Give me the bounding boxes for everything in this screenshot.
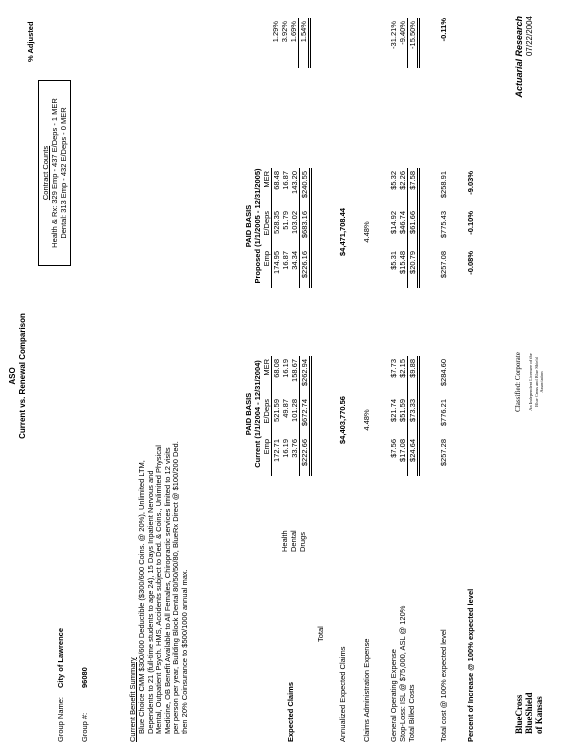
- table-row: [290, 168, 300, 288]
- table-cell: -0.08%: [466, 251, 475, 275]
- adjusted-total-cost: -0.11%: [439, 18, 448, 42]
- column-header: MER: [262, 359, 271, 376]
- table-cell: 16.87: [281, 251, 290, 270]
- table-cell: $683.16: [300, 208, 311, 248]
- bcbs-logo: [514, 692, 544, 734]
- table-row: [280, 18, 289, 68]
- benefit-line: Mental, Outpatient Psych. HMS, Accidents subject to Ded. & Coins., Unlimited Physical: [154, 445, 164, 734]
- table-cell: $2.26: [398, 168, 408, 208]
- dental-label: Dental: [289, 530, 298, 552]
- benefit-line: per person per year, Building Block Dental 80/50/50/80, BlueRx Direct @ $100/200 Ded.: [171, 441, 181, 734]
- table-cell: 174.95: [272, 248, 282, 288]
- goe-label: General Operating Expense: [389, 649, 398, 742]
- group-name-value: City of Lawrence: [56, 627, 65, 688]
- table-cell: $73.33: [408, 396, 419, 436]
- table-cell: $24.64: [408, 436, 419, 476]
- group-number-label: Group #:: [80, 712, 89, 742]
- table-cell: $15.48: [398, 248, 408, 288]
- table-cell: $775.43: [439, 211, 448, 239]
- table-row: [289, 18, 299, 68]
- table-row: [398, 18, 408, 68]
- table-cell: $7.73: [389, 359, 398, 378]
- admin-label: Claims Administration Expense: [362, 638, 371, 742]
- licensee-note: [528, 312, 545, 452]
- table-cell: $226.16: [300, 248, 311, 288]
- table-cell: 1.69%: [289, 18, 299, 68]
- benefit-line: then 20% Coinsurance to $500/1000 annual max.: [179, 569, 189, 734]
- proposed-increase: [466, 168, 475, 288]
- table-cell: $17.08: [398, 436, 408, 476]
- licensee-line: Blue Cross and Blue Shield: [533, 357, 539, 407]
- total-label: Total: [316, 626, 325, 642]
- billed-label: Total Billed Costs: [407, 684, 416, 742]
- table-cell: 1.29%: [271, 21, 280, 43]
- table-header-row: [262, 356, 272, 476]
- stoploss-label: Stop-Loss: ISL @ $75,000, ASL @ 120%: [398, 605, 407, 742]
- table-cell: $672.74: [300, 396, 311, 436]
- table-cell: $222.66: [300, 436, 311, 476]
- adjusted-claims-table: [271, 18, 311, 68]
- table-row: [389, 356, 398, 476]
- logo-line: of Kansas: [534, 696, 544, 734]
- table-cell: $5.32: [389, 171, 398, 190]
- table-cell: 16.19: [281, 439, 290, 458]
- department-name: Actuarial Research: [514, 16, 524, 98]
- table-cell: 16.19: [281, 359, 290, 378]
- table-cell: $7.58: [408, 168, 419, 208]
- proposed-period: Proposed (1/1/2005 - 12/31/2005): [253, 168, 262, 284]
- adjusted-ops-table: [389, 18, 420, 68]
- contract-counts-dental: Dental: 313 Emp - 432 E/Deps - 0 MER: [59, 107, 68, 239]
- table-cell: 51.79: [281, 211, 290, 230]
- current-basis: PAID BASIS: [244, 392, 253, 436]
- table-cell: $21.74: [389, 399, 398, 422]
- current-claims-table: [262, 356, 312, 476]
- table-row: [300, 168, 311, 288]
- page-subtitle: Current vs. Renewal Comparison: [18, 313, 27, 439]
- health-label: Health: [280, 530, 289, 552]
- table-row: [272, 356, 282, 476]
- column-header: Emp: [262, 439, 271, 455]
- licensee-line: An Independent Licensee of the: [528, 353, 533, 411]
- table-row: [389, 18, 398, 68]
- table-row: [466, 168, 475, 288]
- table-cell: $7.56: [389, 439, 398, 458]
- table-cell: $61.66: [408, 208, 419, 248]
- table-row: [272, 168, 282, 288]
- benefit-summary-text: [138, 441, 190, 734]
- table-cell: 34.34: [290, 248, 300, 288]
- licensee-line: Association: [539, 371, 544, 393]
- table-cell: 1.54%: [299, 18, 310, 68]
- logo-line: BlueShield: [524, 692, 534, 734]
- current-total-cost: [439, 356, 448, 476]
- column-header: Emp: [262, 251, 271, 267]
- contract-counts-health: Health & Rx: 329 Emp - 437 E/Deps - 1 MER: [50, 98, 59, 248]
- proposed-claims-table: [262, 168, 312, 288]
- table-row: [389, 168, 398, 288]
- expected-claims-label: Expected Claims: [286, 681, 295, 742]
- table-cell: -9.40%: [398, 18, 408, 68]
- table-row: [271, 18, 280, 68]
- table-cell: 16.87: [281, 171, 290, 190]
- table-cell: $20.79: [408, 248, 419, 288]
- table-cell: 68.48: [272, 168, 282, 208]
- current-annualized: $4,403,770.56: [338, 396, 347, 444]
- adjusted-header: % Adjusted: [26, 21, 35, 62]
- table-cell: $51.59: [398, 396, 408, 436]
- current-period: Current (1/1/2004 - 12/31/2004): [253, 360, 262, 468]
- table-row: [408, 18, 419, 68]
- benefit-summary-title: Current Benefit Summary: [128, 657, 137, 742]
- table-cell: 143.20: [290, 168, 300, 208]
- benefit-line: Dependents to 21 (full-time students to age 24), 15 Days Inpatient Nervous and: [145, 470, 155, 734]
- benefit-line: Medicine, OB Benefit Available to All Females, Chiropractic services limited to 12 visits: [162, 447, 172, 734]
- proposed-ops-table: [389, 168, 420, 288]
- table-cell: 521.59: [272, 396, 282, 436]
- group-name-label: Group Name:: [56, 696, 65, 742]
- logo-line: BlueCross: [514, 694, 524, 734]
- table-cell: $776.21: [439, 399, 448, 427]
- table-row: [300, 356, 311, 476]
- table-cell: $257.28: [439, 439, 448, 467]
- contract-counts-title: Contract Counts: [41, 145, 50, 201]
- table-header-row: [262, 168, 272, 288]
- table-cell: $46.74: [398, 208, 408, 248]
- benefit-line: Blue Choice CMM $300/600 Deductible ($300/600 Coins. @ 20%), Unlimited LTM,: [137, 460, 146, 734]
- table-cell: 103.02: [290, 208, 300, 248]
- table-cell: 101.28: [290, 396, 300, 436]
- table-row: [398, 168, 408, 288]
- table-row: [299, 18, 310, 68]
- table-row: [408, 356, 419, 476]
- current-ops-table: [389, 356, 420, 476]
- table-row: [439, 356, 448, 476]
- table-cell: $240.55: [300, 168, 311, 208]
- table-cell: 172.71: [272, 436, 282, 476]
- table-cell: 33.76: [290, 436, 300, 476]
- table-cell: $5.31: [389, 251, 398, 270]
- table-row: [281, 356, 290, 476]
- page-title: ASO: [8, 367, 17, 385]
- column-header: MER: [262, 171, 271, 188]
- table-cell: $258.91: [439, 171, 448, 199]
- table-cell: -31.21%: [389, 21, 398, 49]
- proposed-basis: PAID BASIS: [244, 204, 253, 248]
- table-cell: $257.08: [439, 251, 448, 279]
- table-cell: 68.08: [272, 356, 282, 396]
- current-admin-pct: 4.48%: [362, 409, 371, 431]
- drugs-label: Drugs: [298, 531, 307, 552]
- annualized-label: Annualized Expected Claims: [338, 646, 347, 742]
- proposed-total-cost: [439, 168, 448, 288]
- table-row: [439, 168, 448, 288]
- table-cell: $9.88: [408, 356, 419, 396]
- table-cell: $284.60: [439, 359, 448, 387]
- table-cell: 528.35: [272, 208, 282, 248]
- table-cell: -15.50%: [408, 18, 419, 68]
- increase-label: Percent of Increase @ 100% expected level: [466, 588, 475, 742]
- group-number-value: 96080: [80, 667, 89, 688]
- table-cell: -9.03%: [466, 171, 475, 195]
- table-row: [408, 168, 419, 288]
- report-date: 07/22/2004: [525, 16, 534, 57]
- table-row: [281, 168, 290, 288]
- table-row: [398, 356, 408, 476]
- proposed-annualized: $4,471,708.44: [338, 208, 347, 256]
- column-header: E/Deps: [262, 211, 271, 236]
- table-row: [290, 356, 300, 476]
- table-cell: $2.15: [398, 356, 408, 396]
- table-cell: 49.87: [281, 399, 290, 418]
- total-cost-label: Total cost @ 100% expected level: [439, 629, 448, 742]
- table-cell: 3.92%: [280, 21, 289, 43]
- table-cell: -0.10%: [466, 211, 475, 235]
- column-header: E/Deps: [262, 399, 271, 424]
- proposed-admin-pct: 4.48%: [362, 221, 371, 243]
- table-cell: $262.94: [300, 356, 311, 396]
- classification: Classified: Corporate: [514, 352, 522, 412]
- table-cell: $14.92: [389, 211, 398, 234]
- contract-counts-box: [38, 80, 71, 266]
- table-cell: 158.67: [290, 356, 300, 396]
